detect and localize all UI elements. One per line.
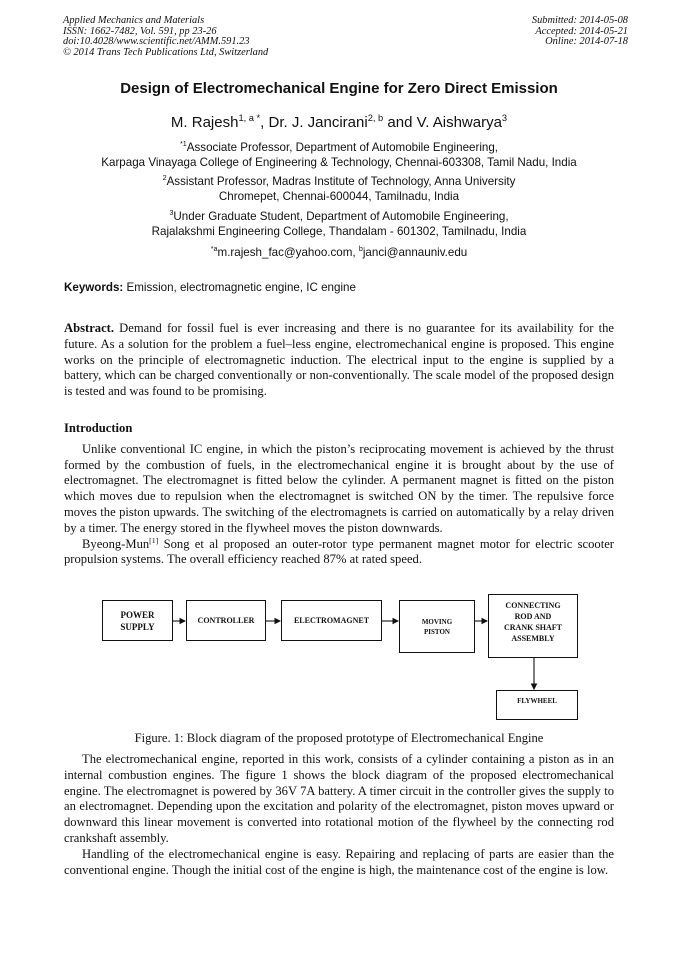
figure-caption: Figure. 1: Block diagram of the proposed prototype of Electromechanical Engine	[134, 731, 544, 745]
block-label: ELECTROMAGNET	[293, 616, 370, 625]
affiliation-line: Rajalakshmi Engineering College, Thandalam - 601302, Tamilnadu, India	[151, 225, 527, 238]
issn-line: ISSN: 1662-7482, Vol. 591, pp 23-26	[63, 25, 217, 37]
keywords	[64, 281, 356, 294]
paper-title: Design of Electromechanical Engine for Zero Direct Emission	[120, 80, 558, 97]
author-sup: 3	[501, 113, 508, 123]
section-heading: Introduction	[64, 421, 133, 435]
affiliation-line: Under Graduate Student, Department of Automobile Engineering,	[173, 210, 509, 223]
affiliation-2	[0, 174, 678, 204]
block-power-supply	[102, 600, 173, 641]
journal-info	[63, 16, 268, 58]
email-line	[0, 245, 678, 260]
keywords-label: Keywords:	[64, 281, 124, 294]
copyright-line: © 2014 Trans Tech Publications Ltd, Switzerland	[63, 46, 269, 58]
online-date: Online: 2014-07-18	[545, 36, 628, 47]
citation-ref[interactable]: [1]	[149, 535, 159, 545]
keywords-text: Emission, electromagnetic engine, IC engine	[123, 281, 356, 294]
dates-info	[532, 16, 628, 48]
author-list	[0, 114, 678, 131]
text: Song et al proposed an outer-rotor type permanent magnet motor for electric scooter propulsion systems. The overall efficiency reached 87% at rated speed.	[64, 536, 614, 567]
block-controller	[186, 600, 266, 641]
block-label: ASSEMBLY	[511, 634, 555, 643]
block-connecting-rod-crankshaft	[488, 594, 578, 658]
author-name: Dr. J. Jancirani	[268, 114, 368, 131]
body-section	[64, 752, 614, 878]
introduction-section	[64, 421, 614, 568]
doi-line: doi:10.4028/www.scientific.net/AMM.591.23	[63, 36, 250, 47]
abstract-text: Demand for fossil fuel is ever increasing and there is no guarantee for its availability for the future. As a solution for the problem a fuel–less engine, electromechanical engine is proposed. This engine works on the principle of electromagnetic induction. The electrical input to the engine is supplied by a battery, which can be charged conventionally or non-conventionally. The scale model of the proposed design is tested and was found to be promising.	[64, 321, 614, 399]
affiliation-line: Assistant Professor, Madras Institute of Technology, Anna University	[166, 175, 516, 188]
journal-name: Applied Mechanics and Materials	[63, 15, 205, 26]
block-label: ROD AND	[514, 612, 552, 621]
author-separator: and	[383, 114, 417, 131]
block-label: MOVING	[421, 617, 453, 626]
email-sup: b	[358, 244, 363, 254]
block-electromagnet	[281, 600, 382, 641]
author-separator: ,	[260, 114, 269, 131]
block-label: CONNECTING	[505, 601, 561, 610]
affiliation-sup: 3	[169, 208, 174, 218]
abstract-label: Abstract.	[64, 321, 115, 335]
email-address[interactable]: m.rajesh_fac@yahoo.com,	[217, 246, 359, 259]
affiliation-line: Associate Professor, Department of Automobile Engineering,	[186, 141, 499, 154]
block-label: CONTROLLER	[197, 616, 255, 625]
author-name: M. Rajesh	[170, 114, 239, 131]
paragraph: The electromechanical engine, reported in this work, consists of a cylinder containing a piston as in an internal combustion engines. The figure 1 shows the block diagram of the proposed electromechanical engine. The electromagnet is powered by 36V 7A battery. A timer circuit in the controller gives the supply to an electromagnet. Depending upon the excitation and polarity of the electromagnet, piston moves upward or downward this linear movement is converted into rotational motion of the flywheel by the connecting rod crankshaft assembly.	[64, 752, 614, 845]
accepted-date: Accepted: 2014-05-21	[535, 25, 628, 37]
block-label: CRANK SHAFT	[503, 623, 562, 632]
block-flywheel	[496, 690, 578, 720]
affiliation-line: Chromepet, Chennai-600044, Tamilnadu, India	[218, 190, 460, 203]
block-label: POWER	[120, 609, 155, 620]
text: Byeong-Mun	[82, 536, 150, 551]
affiliation-sup: 2	[162, 173, 167, 183]
paragraph: Unlike conventional IC engine, in which the piston’s reciprocating movement is achieved by the thrust formed by the combustion of fuels, in the electromechanical engine it is brought about by the use of electromagnet. The electromagnet is fitted below the cylinder. A permanent magnet is fitted on the piston which moves due to repulsion when the electromagnet is switched ON by the timer. The repulsive force moves the piston upwards. The switching of the electromagnets is carried on automatically by a relay driven by a timer. The energy stored in the flywheel moves the piston downwards.	[64, 441, 614, 535]
affiliation-line: Karpaga Vinayaga College of Engineering & Technology, Chennai-603308, Tamil Nadu, India	[101, 156, 577, 169]
submitted-date: Submitted: 2014-05-08	[531, 15, 628, 26]
block-moving-piston	[399, 600, 475, 653]
email-sup: *a	[210, 244, 218, 254]
block-label: PISTON	[424, 627, 450, 636]
affiliation-1	[0, 140, 678, 170]
email-address[interactable]: janci@annauniv.edu	[362, 246, 468, 259]
affiliation-sup: *1	[179, 139, 187, 149]
author-name: V. Aishwarya	[416, 114, 502, 131]
block-label: SUPPLY	[120, 621, 155, 632]
author-sup: 1, a *	[238, 113, 261, 123]
abstract	[64, 321, 614, 400]
paragraph: Handling of the electromechanical engine is easy. Repairing and replacing of parts are easier than the conventional engine. Though the initial cost of the engine is high, the maintenance cost of the engine is low.	[64, 846, 614, 877]
block-label: FLYWHEEL	[517, 697, 557, 705]
affiliation-3	[0, 209, 678, 239]
author-sup: 2, b	[367, 113, 384, 123]
paragraph	[64, 537, 614, 569]
